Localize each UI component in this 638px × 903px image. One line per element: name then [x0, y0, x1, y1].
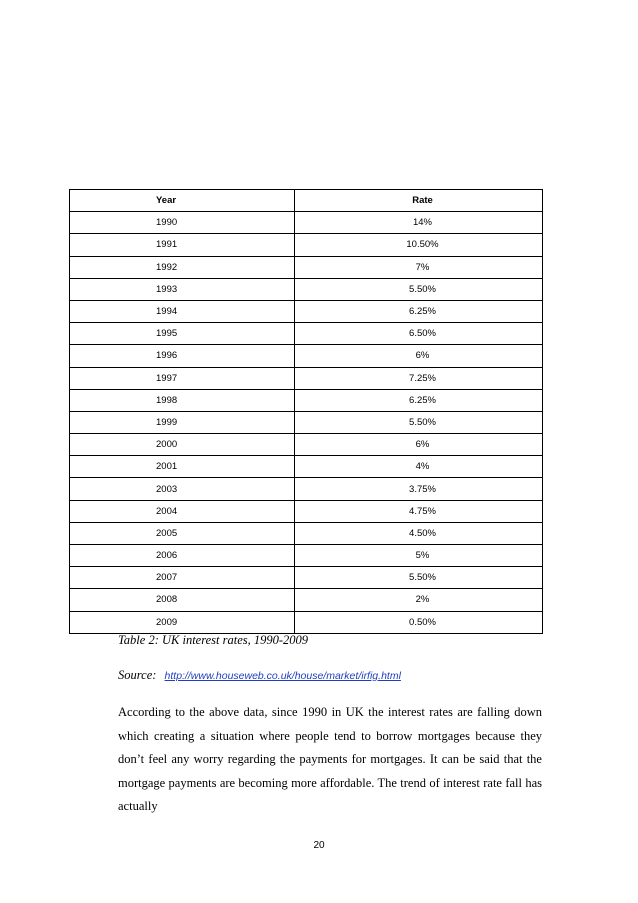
table-row [70, 456, 543, 478]
year-cell: 2003 [70, 478, 295, 500]
table-row [70, 500, 543, 522]
table-row [70, 545, 543, 567]
year-cell: 1995 [70, 323, 295, 345]
table-row [70, 589, 543, 611]
table-header-row [70, 190, 543, 212]
rate-cell: 5.50% [295, 278, 543, 300]
table-row [70, 611, 543, 633]
table-row [70, 300, 543, 322]
rate-cell: 10.50% [295, 234, 543, 256]
source-line [118, 668, 401, 683]
table-row [70, 256, 543, 278]
rate-cell: 7% [295, 256, 543, 278]
year-column-header: Year [70, 190, 295, 212]
table-body [70, 212, 543, 634]
table-row [70, 212, 543, 234]
year-cell: 1994 [70, 300, 295, 322]
rate-cell: 2% [295, 589, 543, 611]
source-label: Source: [118, 668, 157, 682]
year-cell: 1997 [70, 367, 295, 389]
table-row [70, 522, 543, 544]
table-row [70, 234, 543, 256]
table-row [70, 367, 543, 389]
year-cell: 1993 [70, 278, 295, 300]
year-cell: 1998 [70, 389, 295, 411]
rate-column-header: Rate [295, 190, 543, 212]
table-row [70, 411, 543, 433]
table-row [70, 389, 543, 411]
year-cell: 1996 [70, 345, 295, 367]
rate-cell: 6.50% [295, 323, 543, 345]
rate-cell: 3.75% [295, 478, 543, 500]
rate-cell: 5% [295, 545, 543, 567]
table-row [70, 434, 543, 456]
year-cell: 2001 [70, 456, 295, 478]
year-cell: 2006 [70, 545, 295, 567]
rate-cell: 4% [295, 456, 543, 478]
table-row [70, 478, 543, 500]
year-cell: 2005 [70, 522, 295, 544]
year-cell: 1990 [70, 212, 295, 234]
table-row [70, 345, 543, 367]
table-row [70, 567, 543, 589]
table-row [70, 278, 543, 300]
year-cell: 2004 [70, 500, 295, 522]
page-number: 20 [313, 840, 325, 851]
year-cell: 1991 [70, 234, 295, 256]
table-caption: Table 2: UK interest rates, 1990-2009 [118, 633, 309, 647]
rate-cell: 5.50% [295, 411, 543, 433]
rate-cell: 0.50% [295, 611, 543, 633]
rate-cell: 14% [295, 212, 543, 234]
year-cell: 2007 [70, 567, 295, 589]
source-link[interactable]: http://www.houseweb.co.uk/house/market/irfig.html [164, 670, 401, 682]
year-cell: 1999 [70, 411, 295, 433]
rate-cell: 6.25% [295, 389, 543, 411]
body-paragraph: According to the above data, since 1990 in UK the interest rates are falling down which creating a situation where people tend to borrow mortgages because they don’t feel any worry regarding the payments for mortgages. It can be said that the mortgage payments are becoming more affordable. The trend of interest rate fall has actually [118, 705, 542, 813]
rate-cell: 6.25% [295, 300, 543, 322]
rate-cell: 7.25% [295, 367, 543, 389]
year-cell: 2008 [70, 589, 295, 611]
rate-cell: 5.50% [295, 567, 543, 589]
year-cell: 2000 [70, 434, 295, 456]
interest-rate-table-container [69, 189, 542, 634]
rate-cell: 6% [295, 345, 543, 367]
rate-cell: 4.75% [295, 500, 543, 522]
year-cell: 2009 [70, 611, 295, 633]
table-row [70, 323, 543, 345]
rate-cell: 4.50% [295, 522, 543, 544]
interest-rate-table [69, 189, 543, 634]
year-cell: 1992 [70, 256, 295, 278]
rate-cell: 6% [295, 434, 543, 456]
